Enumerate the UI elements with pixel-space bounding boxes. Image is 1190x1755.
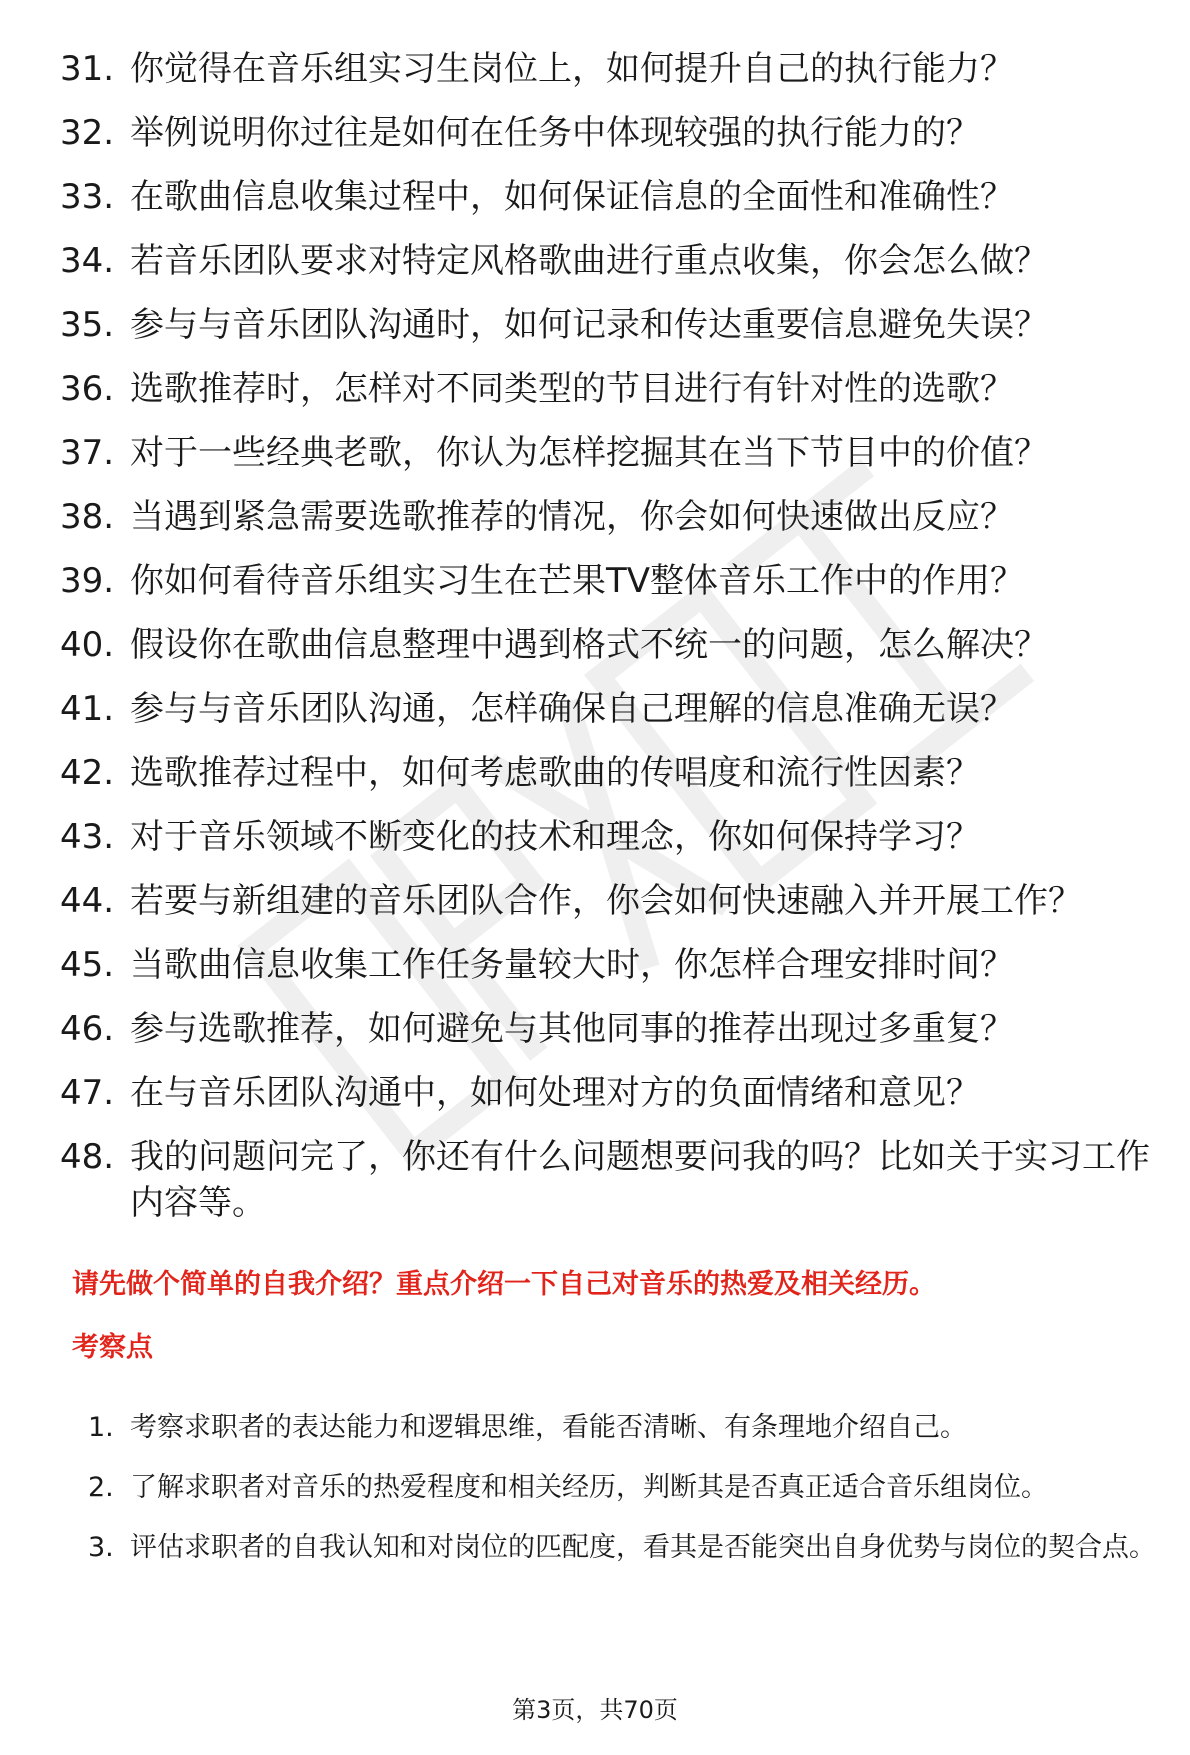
point-text: 了解求职者对音乐的热爱程度和相关经历，判断其是否真正适合音乐组岗位。 [130,1472,1048,1503]
question-item [60,622,1160,668]
assessment-point [88,1518,1168,1578]
question-text: 若要与新组建的音乐团队合作，你会如何快速融入并开展工作？ [130,881,1082,921]
question-text: 在歌曲信息收集过程中，如何保证信息的全面性和准确性？ [130,177,1014,217]
question-number: 40. [60,625,115,665]
question-number: 37. [60,433,115,473]
question-text: 参与与音乐团队沟通，怎样确保自己理解的信息准确无误？ [130,689,1014,729]
point-number: 3. [88,1532,114,1563]
question-number: 46. [60,1009,115,1049]
assessment-point [88,1398,1168,1458]
question-number: 38. [60,497,115,537]
question-number: 43. [60,817,115,857]
question-list [60,46,1160,1244]
question-number: 36. [60,369,115,409]
question-text: 当歌曲信息收集工作任务量较大时，你怎样合理安排时间？ [130,945,1014,985]
section-heading: 请先做个简单的自我介绍？重点介绍一下自己对音乐的热爱及相关经历。 [72,1269,936,1300]
question-text: 你觉得在音乐组实习生岗位上，如何提升自己的执行能力？ [130,49,1014,89]
point-number: 2. [88,1472,114,1503]
question-text: 选歌推荐过程中，如何考虑歌曲的传唱度和流行性因素？ [130,753,980,793]
question-number: 31. [60,49,115,89]
question-text: 参与与音乐团队沟通时，如何记录和传达重要信息避免失误？ [130,305,1048,345]
question-number: 34. [60,241,115,281]
question-item [60,1134,1160,1226]
question-text: 对于音乐领域不断变化的技术和理念，你如何保持学习？ [130,817,980,857]
question-text: 在与音乐团队沟通中，如何处理对方的负面情绪和意见？ [130,1073,980,1113]
question-item [60,878,1160,924]
question-item [60,238,1160,284]
question-number: 33. [60,177,115,217]
question-text: 若音乐团队要求对特定风格歌曲进行重点收集，你会怎么做？ [130,241,1048,281]
question-item [60,302,1160,348]
question-item [60,46,1160,92]
question-text: 选歌推荐时，怎样对不同类型的节目进行有针对性的选歌？ [130,369,1014,409]
question-number: 32. [60,113,115,153]
question-item [60,686,1160,732]
page-number: 第3页，共70页 [512,1696,678,1724]
question-number: 35. [60,305,115,345]
question-number: 41. [60,689,115,729]
question-item [60,494,1160,540]
assessment-point [88,1458,1168,1518]
question-item [60,1070,1160,1116]
question-item [60,942,1160,988]
question-text: 参与选歌推荐，如何避免与其他同事的推荐出现过多重复？ [130,1009,1014,1049]
question-item [60,1006,1160,1052]
question-item [60,750,1160,796]
question-number: 45. [60,945,115,985]
question-item [60,366,1160,412]
question-item [60,110,1160,156]
question-item [60,174,1160,220]
question-item [60,558,1160,604]
question-text: 假设你在歌曲信息整理中遇到格式不统一的问题，怎么解决？ [130,625,1048,665]
question-text: 当遇到紧急需要选歌推荐的情况，你会如何快速做出反应？ [130,497,1014,537]
assessment-point-list [88,1398,1168,1578]
question-text: 我的问题问完了，你还有什么问题想要问我的吗？比如关于实习工作内容等。 [130,1137,1150,1223]
point-number: 1. [88,1412,114,1443]
question-text: 对于一些经典老歌，你认为怎样挖掘其在当下节目中的价值？ [130,433,1048,473]
point-text: 考察求职者的表达能力和逻辑思维，看能否清晰、有条理地介绍自己。 [130,1412,967,1443]
section-subheading: 考察点 [72,1332,153,1363]
question-text: 你如何看待音乐组实习生在芒果TV整体音乐工作中的作用？ [130,561,1025,601]
question-item [60,814,1160,860]
question-number: 39. [60,561,115,601]
point-text: 评估求职者的自我认知和对岗位的匹配度，看其是否能突出自身优势与岗位的契合点。 [130,1532,1156,1563]
question-number: 44. [60,881,115,921]
question-item [60,430,1160,476]
question-number: 48. [60,1137,115,1177]
question-number: 47. [60,1073,115,1113]
question-text: 举例说明你过往是如何在任务中体现较强的执行能力的？ [130,113,980,153]
question-number: 42. [60,753,115,793]
